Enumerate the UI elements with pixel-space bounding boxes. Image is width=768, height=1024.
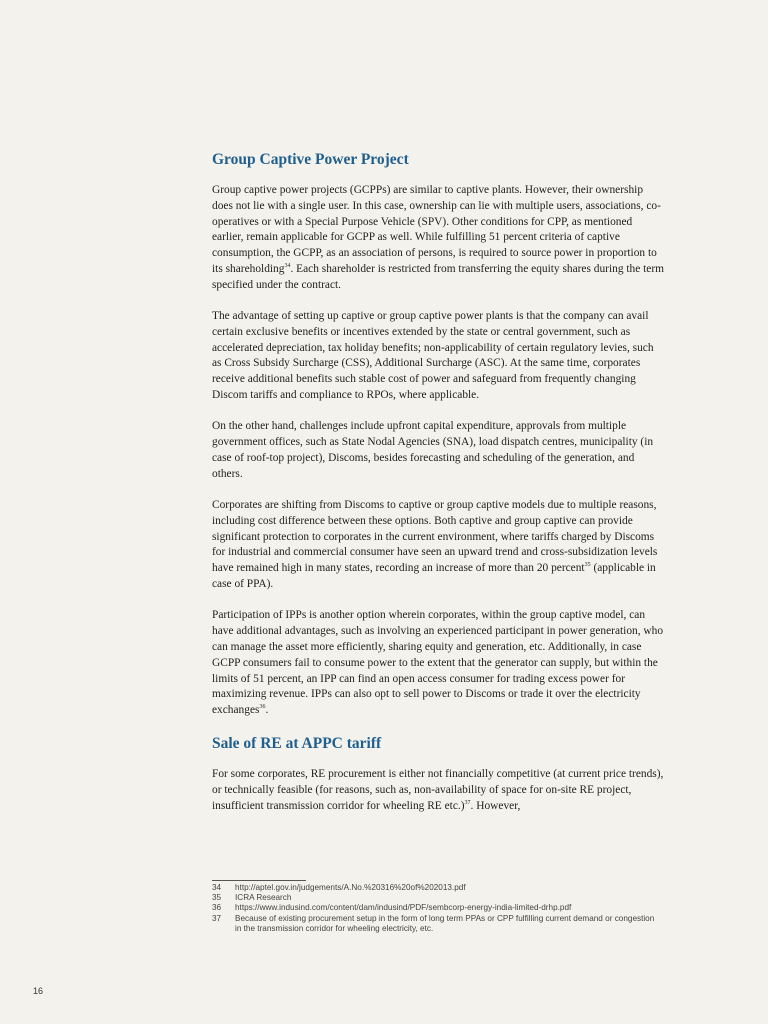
paragraph-ipp-participation — [212, 608, 664, 719]
section-heading-group-captive: Group Captive Power Project — [212, 151, 409, 168]
footnote-ref-37[interactable]: 37 — [464, 800, 471, 807]
footnote-link[interactable]: https://www.indusind.com/content/dam/indusind/PDF/sembcorp-energy-india-limited-drhp.pdf — [235, 903, 572, 913]
footnote-number: 35 — [212, 893, 222, 903]
footnote-ref-36[interactable]: 36 — [259, 704, 266, 711]
footnote-item — [212, 893, 662, 903]
paragraph-text: . — [265, 704, 269, 717]
page-number: 16 — [33, 986, 44, 996]
paragraph-shift-from-discoms — [212, 498, 664, 593]
paragraph-gcpp-definition — [212, 183, 664, 294]
paragraph-text: (applicable in case of PPA). — [212, 562, 656, 591]
footnote-number: 36 — [212, 903, 222, 913]
footnote-text: ICRA Research — [235, 893, 292, 903]
paragraph-advantages: The advantage of setting up captive or group captive power plants is that the company can avail certain exclusive benefits or incentives extended by the state or central government, such as accelerated depreciation, tax holiday benefits; non-applicability of certain regulatory levies, such as Cross Subsidy Surcharge (CSS), Additional Surcharge (ASC). At the same time, corporates receive additional benefits such stable cost of power and safeguard from frequently changing Discom tariffs and compliance to RPOs, where applicable. — [212, 310, 654, 402]
footnote-ref-35[interactable]: 35 — [584, 562, 591, 569]
paragraph-text: . However, — [470, 800, 521, 812]
paragraph-text: Group captive power projects (GCPPs) are similar to captive plants. However, their ownership does not lie with a single user. In this case, ownership can lie with multiple users, associations, co-operatives or with a Special Purpose Vehicle (SPV). Other conditions for CPP, as mentioned earlier, remain applicable for GCPP as well. While fulfilling 51 percent criteria of captive consumption, the GCPP, as an association of persons, is required to source power in proportion to its shareholding — [212, 184, 661, 275]
paragraph-challenges: On the other hand, challenges include upfront capital expenditure, approvals from multiple government offices, such as State Nodal Agencies (SNA), load dispatch centres, municipality (in case of roof-top project), Discoms, besides forecasting and scheduling of the generation, and others. — [212, 420, 654, 480]
footnote-item — [212, 914, 662, 934]
section-heading-sale-appc: Sale of RE at APPC tariff — [212, 735, 382, 753]
paragraph-text: For some corporates, RE procurement is either not financially competitive (at current price trends), or technically feasible (for reasons, such as, non-availability of space for on-site RE project, insufficient transmission corridor for wheeling RE etc.) — [212, 768, 664, 812]
paragraph-text: Participation of IPPs is another option wherein corporates, within the group captive model, can have additional advantages, such as involving an experienced participant in power generation, who can manage the asset more efficiently, sharing equity and generation, etc. Additionally, in case GCPP consumers fail to consume power to the extent that the generator can supply, but within the limits of 51 percent, an IPP can find an open access consumer for trading excess power for maximizing revenue. IPPs can also opt to sell power to Discoms or trade it over the electricity exchanges — [212, 609, 664, 717]
footnote-link[interactable]: http://aptel.gov.in/judgements/A.No.%20316%20of%202013.pdf — [235, 883, 466, 892]
main-content — [212, 150, 664, 815]
footnote-number: 34 — [212, 883, 222, 892]
footnote-item — [212, 903, 662, 913]
footnote-number: 37 — [212, 913, 222, 923]
footnote-text: Because of existing procurement setup in the form of long term PPAs or CPP fulfilling current demand or congestion in the transmission corridor for wheeling electricity, etc. — [235, 913, 655, 933]
paragraph-text: . Each shareholder is restricted from transferring the equity shares during the term specified under the contract. — [212, 262, 664, 291]
paragraph-text: Corporates are shifting from Discoms to captive or group captive models due to multiple reasons, including cost difference between these options. Both captive and group captive can provide significant protection to corporates in the current environment, where tariffs charged by Discoms for industrial and commercial consumer have seen an upward trend and cross-subsidization levels have remained high in many states, recording an increase of more than 20 percent — [212, 499, 658, 575]
footnote-ref-34[interactable]: 34 — [284, 263, 291, 270]
paragraph-re-procurement — [212, 767, 664, 814]
footnote-item — [212, 883, 662, 893]
footnotes — [212, 883, 662, 934]
footnote-divider — [212, 880, 306, 881]
